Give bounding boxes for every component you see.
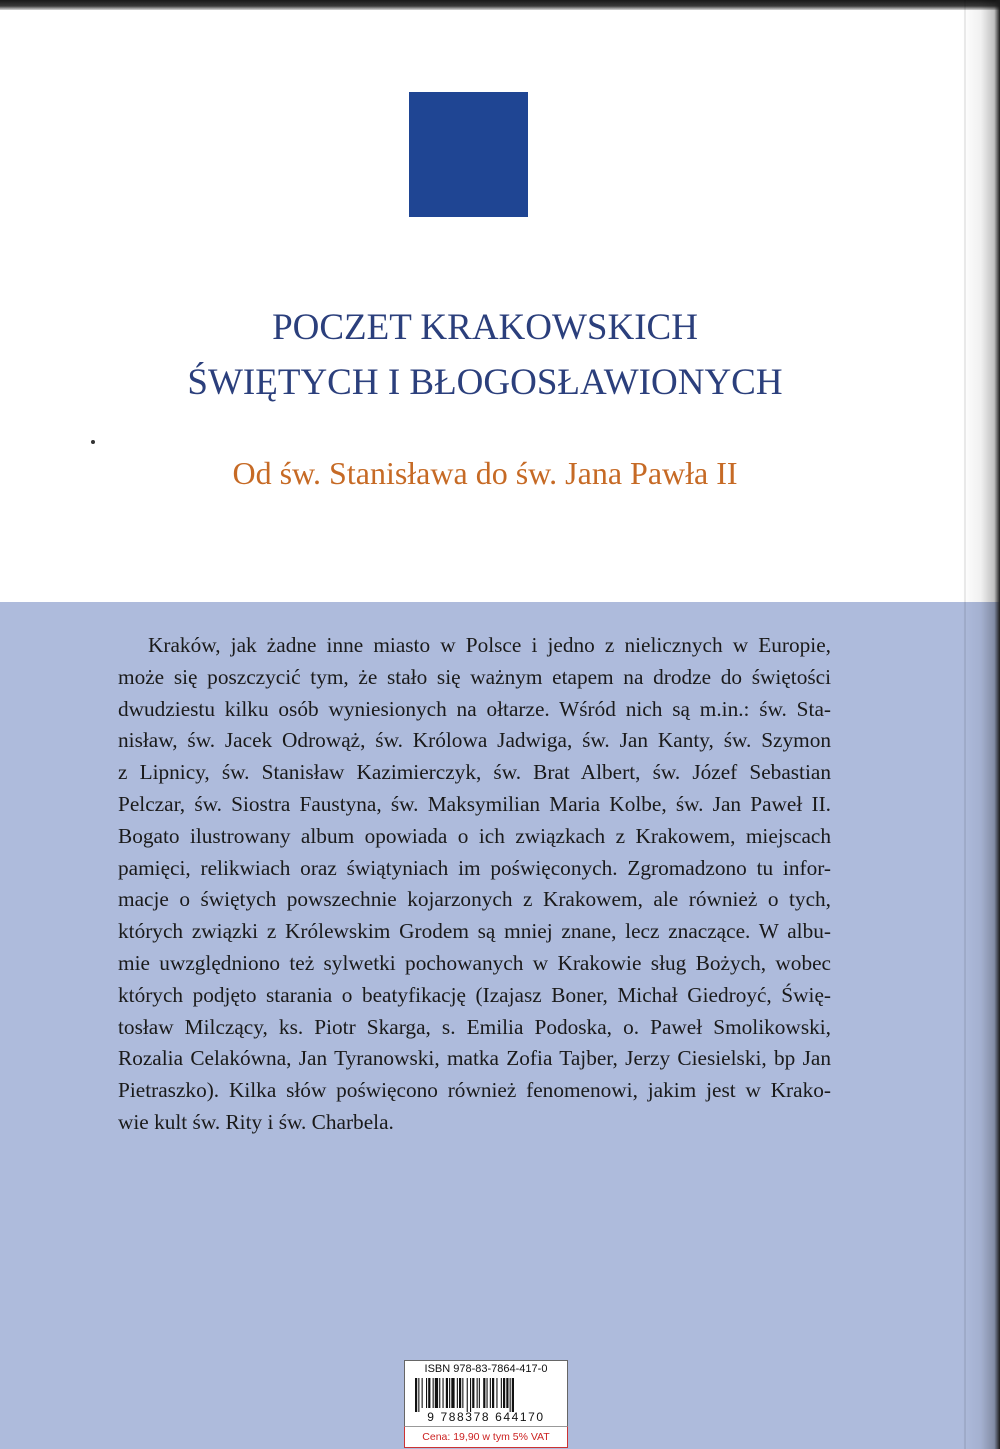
description-text	[118, 630, 831, 1139]
description-line: dwudziestu kilku osób wyniesionych na ołtarze. Wśród nich są m.in.: św. Sta-	[118, 696, 831, 721]
description-line: wie kult św. Rity i św. Charbela.	[118, 1109, 394, 1134]
description-line: mie uwzględniono też sylwetki pochowanych w Krakowie sług Bożych, wobec	[118, 950, 831, 975]
description-line: może się poszczycić tym, że stało się ważnym etapem na drodze do świętości	[118, 664, 831, 689]
description-line: Bogato ilustrowany album opowiada o ich związkach z Krakowem, miejscach	[118, 823, 831, 848]
description-line: których podjęto starania o beatyfikację (Izajasz Boner, Michał Giedroyć, Świę-	[118, 982, 831, 1007]
barcode-digits: 9 788378 644170	[427, 1410, 545, 1424]
book-title	[100, 300, 870, 410]
description-line: z Lipnicy, św. Stanisław Kazimierczyk, św. Brat Albert, św. Józef Sebastian	[118, 760, 831, 785]
cover-right-edge	[962, 0, 1000, 1449]
description-line: Kraków, jak żadne inne miasto w Polsce i jedno z nielicznych w Europie,	[148, 633, 831, 657]
description-line: Pietraszko). Kilka słów poświęcono również fenomenowi, jakim jest w Krako-	[118, 1078, 831, 1103]
title-line-2: ŚWIĘTYCH I BŁOGOSŁAWIONYCH	[187, 362, 783, 403]
description-line: pamięci, relikwiach oraz świątyniach im poświęconych. Zgromadzono tu infor-	[118, 855, 831, 880]
title-line-1: POCZET KRAKOWSKICH	[272, 307, 698, 348]
print-speck	[91, 440, 95, 444]
description-line: Rozalia Celakówna, Jan Tyranowski, matka Zofia Tajber, Jerzy Ciesielski, bp Jan	[118, 1046, 831, 1071]
description-line: tosław Milczący, ks. Piotr Skarga, s. Emilia Podoska, o. Paweł Smolikowski,	[118, 1014, 831, 1039]
book-subtitle: Od św. Stanisława do św. Jana Pawła II	[232, 455, 738, 491]
description-line: macje o świętych powszechnie kojarzonych z Krakowem, ale również o tych,	[118, 887, 831, 912]
description-line: Pelczar, św. Siostra Faustyna, św. Maksymilian Maria Kolbe, św. Jan Paweł II.	[118, 791, 831, 816]
description-line: których związki z Królewskim Grodem są mniej znane, lecz znaczące. W albu-	[118, 919, 831, 944]
isbn-text: ISBN 978-83-7864-417-0	[424, 1363, 548, 1375]
blue-square-decoration	[409, 92, 528, 217]
description-line: nisław, św. Jacek Odrowąż, św. Królowa Jadwiga, św. Jan Kanty, św. Szymon	[118, 728, 831, 753]
cover-top-edge	[0, 0, 1000, 10]
price-label: Cena: 19,90 w tym 5% VAT	[404, 1426, 568, 1448]
